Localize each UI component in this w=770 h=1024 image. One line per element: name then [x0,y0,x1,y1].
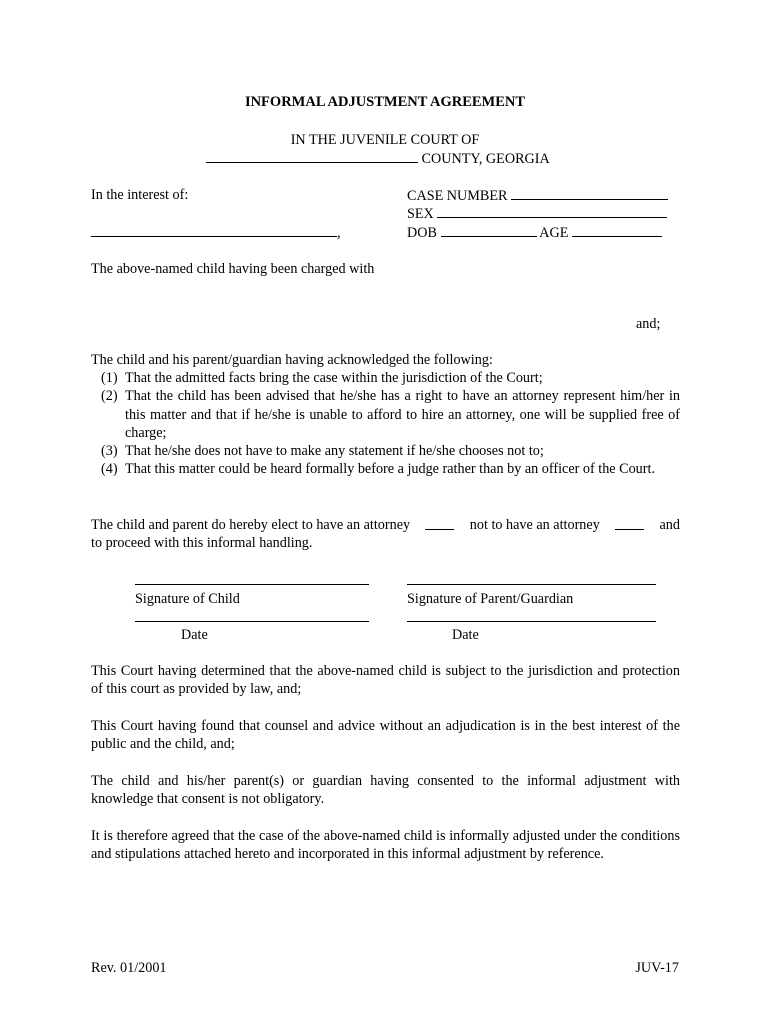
child-name-line [91,223,341,242]
county-suffix: COUNTY, GEORGIA [421,151,550,167]
child-name-comma: , [337,225,341,241]
court-name: IN THE JUVENILE COURT OF [290,132,480,148]
list-item-number: (4) [101,461,118,478]
list-item-text: That he/she does not have to make any statement if he/she chooses not to; [125,443,544,460]
acknowledgement-intro: The child and his parent/guardian having acknowledged the following: [91,352,493,368]
parent-signature-line[interactable] [407,584,656,585]
election-part2: not to have an attorney [469,517,600,533]
list-item [91,460,680,478]
list-item-text: That this matter could be heard formally before a judge rather than by an officer of the Court. [125,461,655,478]
sex-row [407,204,667,223]
age-input-line[interactable] [572,223,662,237]
election-part3: and [659,517,680,533]
charged-and: and; [636,316,661,332]
form-number: JUV-17 [635,960,679,976]
list-item [91,387,680,442]
list-item-number: (2) [101,388,118,405]
dob-age-row [407,223,662,242]
revision-date: Rev. 01/2001 [91,960,167,976]
parent-date-label: Date [452,627,479,643]
dob-label: DOB [407,225,437,241]
paragraph-counsel: This Court having found that counsel and advice without an adjudication is in the best interest of the public and the child, and; [91,718,680,753]
list-item [91,369,680,387]
child-name-input-line[interactable] [91,223,337,237]
have-attorney-blank[interactable] [425,516,454,530]
paragraph-consent: The child and his/her parent(s) or guardian having consented to the informal adjustment with knowledge that consent is not obligatory. [91,773,680,808]
child-signature-line[interactable] [135,584,369,585]
sex-label: SEX [407,206,434,222]
county-input-line[interactable] [206,149,418,163]
interest-of-label: In the interest of: [91,187,189,203]
list-item-number: (3) [101,443,118,460]
case-number-row [407,186,668,205]
parent-signature-label: Signature of Parent/Guardian [407,591,574,607]
list-item-text: That the admitted facts bring the case within the jurisdiction of the Court; [125,370,543,387]
age-label: AGE [539,225,569,241]
child-date-label: Date [181,627,208,643]
list-item [91,442,680,460]
list-item-number: (1) [101,370,118,387]
sex-input-line[interactable] [437,204,667,218]
acknowledgement-section [91,351,680,478]
county-line [206,149,550,168]
case-number-input-line[interactable] [511,186,668,200]
election-part1: The child and parent do hereby elect to have an attorney [91,517,411,533]
dob-input-line[interactable] [441,223,537,237]
charged-text: The above-named child having been charged with [91,261,375,277]
document-title: INFORMAL ADJUSTMENT AGREEMENT [244,94,526,110]
election-line [91,516,680,534]
election-line2: to proceed with this informal handling. [91,535,313,551]
paragraph-jurisdiction: This Court having determined that the above-named child is subject to the jurisdiction and protection of this court as provided by law, and; [91,663,680,698]
child-signature-label: Signature of Child [135,591,240,607]
list-item-text: That the child has been advised that he/she has a right to have an attorney represent him/her in this matter and that if he/she is unable to afford to hire an attorney, one will be supplied free of charge; [125,388,680,441]
paragraph-agreement: It is therefore agreed that the case of the above-named child is informally adjusted under the conditions and stipulations attached hereto and incorporated in this informal adjustment by reference. [91,828,680,863]
no-attorney-blank[interactable] [615,516,644,530]
case-number-label: CASE NUMBER [407,188,508,204]
child-date-line[interactable] [135,621,369,622]
parent-date-line[interactable] [407,621,656,622]
